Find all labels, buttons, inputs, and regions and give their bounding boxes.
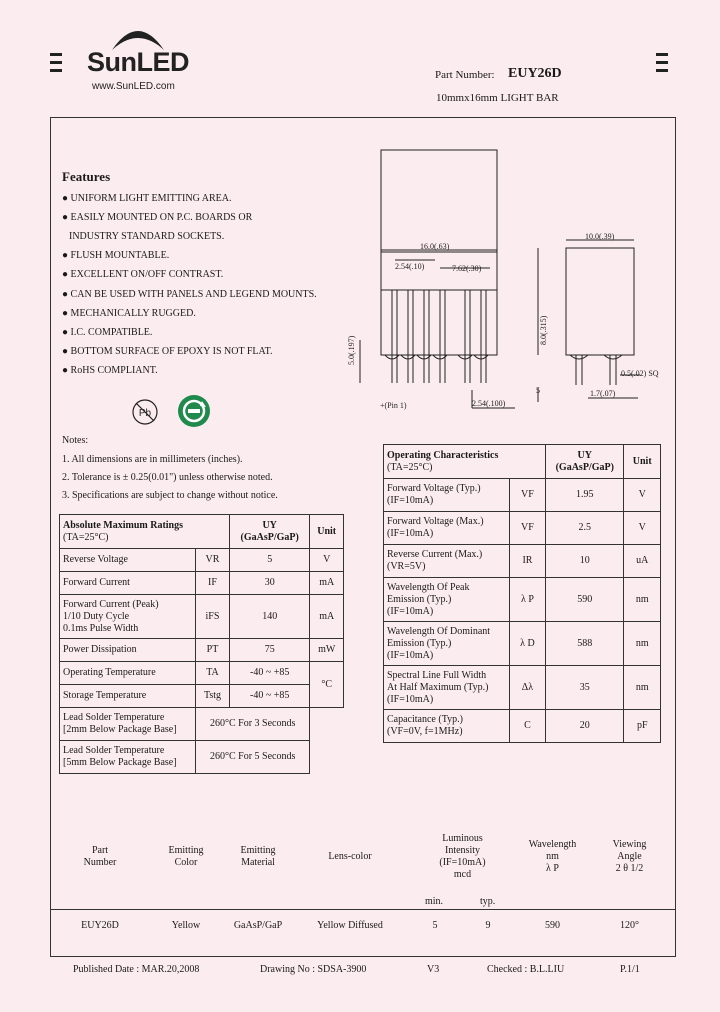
- feature-item: ● FLUSH MOUNTABLE.: [62, 250, 170, 261]
- abs-header-unit: Unit: [310, 515, 344, 549]
- notes-title: Notes:: [62, 435, 89, 446]
- svg-text:0.5(.02) SQ: 0.5(.02) SQ: [621, 369, 659, 378]
- selection-divider: [50, 909, 676, 910]
- part-number: EUY26D: [508, 66, 562, 81]
- menu-bar-left-2: [50, 61, 62, 64]
- table-row: Forward Current IF 30 mA: [60, 572, 344, 595]
- table-row: Operating Temperature TA -40 ~ +85 °C: [60, 662, 344, 685]
- op-header-unit: Unit: [624, 445, 661, 479]
- checked-by: Checked : B.L.LIU: [487, 964, 565, 975]
- col-min-header: min.: [425, 896, 444, 907]
- svg-text:8.0(.315): 8.0(.315): [539, 315, 548, 345]
- feature-item: ● CAN BE USED WITH PANELS AND LEGEND MOUNTS.: [62, 289, 317, 300]
- col-intensity-header: Luminous Intensity (IF=10mA) mcd: [439, 833, 486, 880]
- svg-text:+(Pin 1): +(Pin 1): [380, 401, 407, 410]
- op-header-uy: UY (GaAsP/GaP): [546, 445, 624, 479]
- row-min: 5: [432, 920, 438, 931]
- note-item: 3. Specifications are subject to change without notice.: [62, 490, 278, 501]
- table-row: Capacitance (Typ.) (VF=0V, f=1MHz) C 20 pF: [384, 710, 661, 743]
- published-date: Published Date : MAR.20,2008: [73, 964, 200, 975]
- op-header-param: Operating Characteristics (TA=25°C): [384, 445, 546, 479]
- abs-header-param: Absolute Maximum Ratings (TA=25°C): [60, 515, 230, 549]
- features-title: Features: [62, 169, 111, 184]
- row-part: EUY26D: [81, 920, 119, 931]
- svg-text:2.54(.100): 2.54(.100): [472, 399, 506, 408]
- col-wavelength-header: Wavelength nm λ P: [528, 839, 577, 874]
- svg-text:5: 5: [536, 386, 540, 395]
- table-row: Wavelength Of Peak Emission (Typ.) (IF=10mA) λ P 590 nm: [384, 578, 661, 622]
- brand-logo[interactable]: SunLED: [87, 47, 189, 77]
- col-color-header: Emitting Color: [168, 845, 204, 868]
- table-row: Lead Solder Temperature [2mm Below Package Base] 260°C For 3 Seconds: [60, 708, 344, 741]
- drawing-number: Drawing No : SDSA-3900: [260, 964, 367, 975]
- menu-bar-left-3: [50, 69, 62, 72]
- table-row: Reverse Current (Max.) (VR=5V) IR 10 uA: [384, 545, 661, 578]
- feature-item: ● RoHS COMPLIANT.: [62, 365, 158, 376]
- operating-characteristics-table: [383, 444, 661, 743]
- col-part-header: Part Number: [83, 845, 117, 868]
- row-color: Yellow: [171, 920, 201, 931]
- row-angle: 120°: [620, 920, 639, 931]
- row-lens: Yellow Diffused: [317, 920, 383, 931]
- svg-text:2.54(.10): 2.54(.10): [395, 262, 425, 271]
- svg-text:1.7(.07): 1.7(.07): [590, 389, 616, 398]
- note-item: 2. Tolerance is ± 0.25(0.01") unless otherwise noted.: [62, 472, 273, 483]
- svg-text:10.0(.39): 10.0(.39): [585, 232, 615, 241]
- svg-text:7.62(.30): 7.62(.30): [452, 264, 482, 273]
- website-link[interactable]: www.SunLED.com: [92, 81, 175, 92]
- table-row: Forward Voltage (Typ.) (IF=10mA) VF 1.95 V: [384, 479, 661, 512]
- svg-text:16.0(.63): 16.0(.63): [420, 242, 450, 251]
- feature-item: ● EASILY MOUNTED ON P.C. BOARDS OR: [62, 212, 253, 223]
- abs-header-uy: UY (GaAsP/GaP): [229, 515, 309, 549]
- feature-item: ● BOTTOM SURFACE OF EPOXY IS NOT FLAT.: [62, 346, 273, 357]
- lead-free-icon: [130, 397, 160, 427]
- package-outline-drawing: [340, 140, 670, 420]
- part-number-label: Part Number:: [435, 69, 495, 81]
- feature-item: ● UNIFORM LIGHT EMITTING AREA.: [62, 193, 232, 204]
- menu-bar-right-1: [656, 53, 668, 56]
- row-wavelength: 590: [545, 920, 560, 931]
- product-description: 10mmx16mm LIGHT BAR: [436, 92, 559, 104]
- feature-item: ● MECHANICALLY RUGGED.: [62, 308, 196, 319]
- table-row: Power Dissipation PT 75 mW: [60, 639, 344, 662]
- table-row: Wavelength Of Dominant Emission (Typ.) (IF=10mA) λ D 588 nm: [384, 622, 661, 666]
- menu-bar-right-2: [656, 61, 668, 64]
- col-material-header: Emitting Material: [240, 845, 276, 868]
- svg-text:5.0(.197): 5.0(.197): [347, 335, 356, 365]
- table-row: Storage Temperature Tstg -40 ~ +85: [60, 685, 344, 708]
- row-material: GaAsP/GaP: [233, 920, 283, 931]
- svg-text:Pb: Pb: [138, 408, 152, 419]
- menu-bar-right-3: [656, 69, 668, 72]
- feature-item: ● EXCELLENT ON/OFF CONTRAST.: [62, 269, 224, 280]
- table-row: Lead Solder Temperature [5mm Below Package Base] 260°C For 5 Seconds: [60, 741, 344, 774]
- page-number: P.1/1: [620, 964, 640, 975]
- feature-item: INDUSTRY STANDARD SOCKETS.: [69, 231, 225, 242]
- menu-bar-left-1: [50, 53, 62, 56]
- table-row: Reverse Voltage VR 5 V: [60, 549, 344, 572]
- col-lens-header: Lens-color: [328, 851, 372, 862]
- version: V3: [427, 964, 440, 975]
- absolute-max-ratings-table: [59, 514, 344, 774]
- table-row: Spectral Line Full Width At Half Maximum (Typ.) (IF=10mA) Δλ 35 nm: [384, 666, 661, 710]
- col-angle-header: Viewing Angle 2 θ 1/2: [612, 839, 647, 874]
- note-item: 1. All dimensions are in millimeters (inches).: [62, 454, 243, 465]
- feature-item: ● I.C. COMPATIBLE.: [62, 327, 153, 338]
- table-row: Forward Voltage (Max.) (IF=10mA) VF 2.5 V: [384, 512, 661, 545]
- row-typ: 9: [485, 920, 491, 931]
- col-typ-header: typ.: [480, 896, 496, 907]
- table-row: Forward Current (Peak) 1/10 Duty Cycle 0.1ms Pulse Width iFS 140 mA: [60, 595, 344, 639]
- rohs-recycle-icon: [176, 393, 212, 429]
